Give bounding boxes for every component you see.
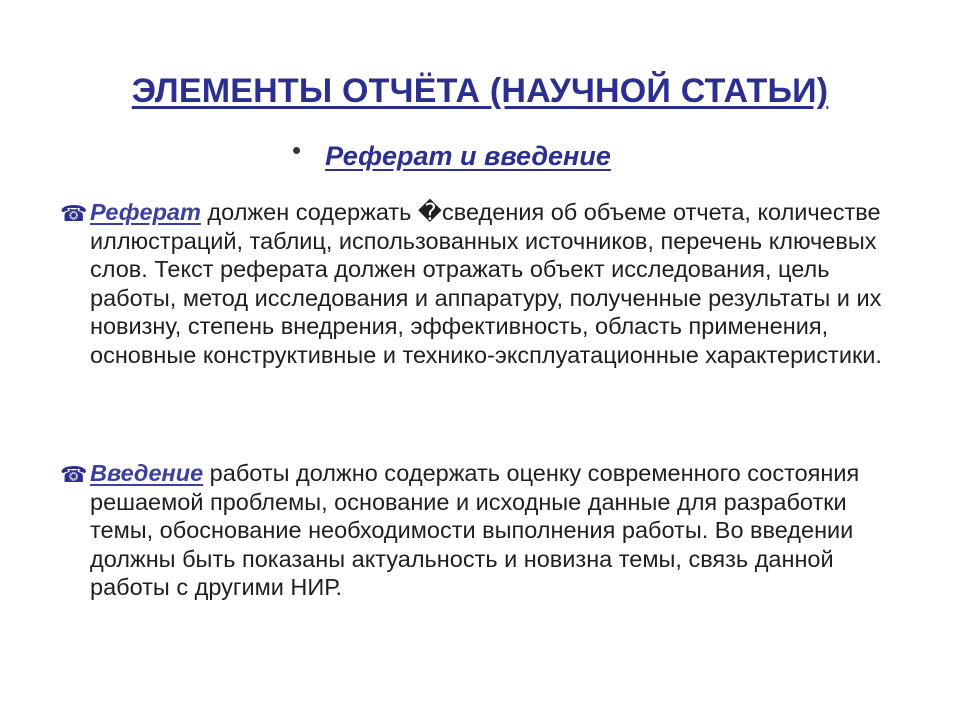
slide-title: ЭЛЕМЕНТЫ ОТЧЁТА (НАУЧНОЙ СТАТЬИ)	[131, 72, 829, 110]
list-item-text	[90, 198, 910, 369]
term-abstract: Реферат	[90, 199, 201, 225]
introduction-description: работы должно содержать оценку современного состояния решаемой проблемы, основание и исходные данные для разработки темы, обоснование необходимости выполнения работы. Во введении должны быть показаны актуальность и новизна темы, связь данной работы с другими НИР.	[90, 460, 860, 600]
phone-icon: ☎	[60, 201, 88, 226]
term-introduction: Введение	[90, 460, 204, 486]
subtitle-row	[292, 136, 611, 176]
bullet-dot: •	[292, 135, 302, 165]
abstract-description: должен содержать �сведения об объеме отчета, количестве иллюстраций, таблиц, использованных источников, перечень ключевых слов. Текст реферата должен отражать объект исследования, цель работы, метод исследования и аппаратуру, полученные результаты и их новизну, степень внедрения, эффективность, область применения, основные конструктивные и технико-эксплуатационные характеристики.	[90, 199, 882, 368]
list-item-abstract	[60, 198, 910, 369]
list-item-text	[90, 459, 910, 602]
slide-subtitle: Реферат и введение	[325, 140, 611, 171]
list-item-introduction	[60, 459, 910, 602]
phone-icon: ☎	[60, 462, 88, 487]
